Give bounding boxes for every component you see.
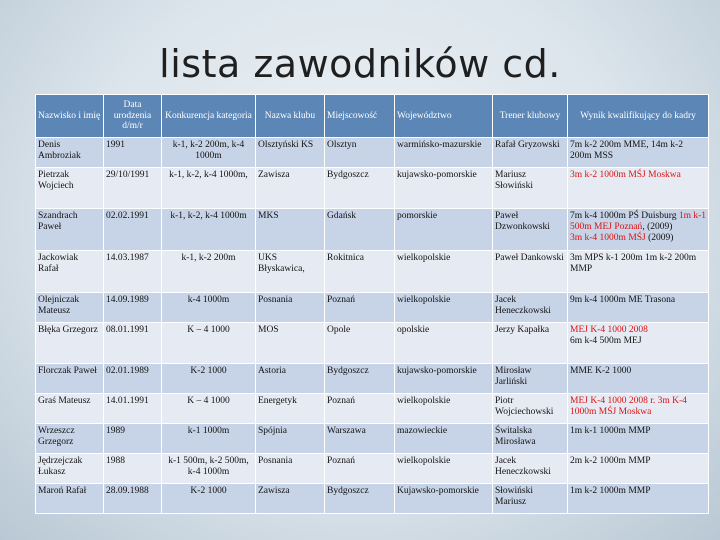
table-row bbox=[36, 293, 709, 323]
competition-cell: k-1, k-2 200m bbox=[162, 251, 256, 293]
birth-date-cell: 29/10/1991 bbox=[104, 168, 162, 209]
birth-date-cell: 14.03.1987 bbox=[104, 251, 162, 293]
coach-cell: Świtalska Mirosława bbox=[493, 424, 568, 454]
province-cell: wielkopolskie bbox=[395, 454, 493, 484]
highlighted-result-text: MEJ K-4 1000 2008 bbox=[570, 325, 648, 335]
club-cell: Posnania bbox=[256, 454, 325, 484]
highlighted-result-text: 3m k-2 1000m MŚJ Moskwa bbox=[570, 170, 681, 180]
athlete-name-cell: Jackowiak Rafał bbox=[36, 251, 104, 293]
table-row bbox=[36, 424, 709, 454]
competition-cell: k-1, k-2 200m, k-4 1000m bbox=[162, 138, 256, 168]
city-cell: Bydgoszcz bbox=[325, 484, 395, 514]
result-text: 7m k-2 200m MME, 14m k-2 200m MSS bbox=[570, 140, 683, 161]
result-cell bbox=[568, 168, 709, 209]
result-cell bbox=[568, 484, 709, 514]
table-row bbox=[36, 323, 709, 364]
result-text: 2m k-2 1000m MMP bbox=[570, 456, 651, 466]
coach-cell: Mariusz Słowiński bbox=[493, 168, 568, 209]
province-cell: kujawsko-pomorskie bbox=[395, 168, 493, 209]
city-cell: Poznań bbox=[325, 293, 395, 323]
competition-cell: k-1, k-2, k-4 1000m, bbox=[162, 168, 256, 209]
athlete-name-cell: Olejniczak Mateusz bbox=[36, 293, 104, 323]
province-cell: wielkopolskie bbox=[395, 394, 493, 424]
athletes-table bbox=[35, 94, 709, 514]
athlete-name-cell: Szandrach Paweł bbox=[36, 209, 104, 251]
table-row bbox=[36, 138, 709, 168]
result-cell bbox=[568, 454, 709, 484]
athlete-name-cell: Maroń Rafał bbox=[36, 484, 104, 514]
province-cell: wielkopolskie bbox=[395, 293, 493, 323]
province-cell: warmińsko-mazurskie bbox=[395, 138, 493, 168]
competition-cell: K-2 1000 bbox=[162, 364, 256, 394]
birth-date-cell: 1991 bbox=[104, 138, 162, 168]
birth-date-cell: 08.01.1991 bbox=[104, 323, 162, 364]
result-cell bbox=[568, 138, 709, 168]
slide-title: lista zawodników cd. bbox=[159, 42, 561, 86]
athlete-name-cell: Graś Mateusz bbox=[36, 394, 104, 424]
club-cell: Zawisza bbox=[256, 484, 325, 514]
coach-cell: Rafał Gryzowski bbox=[493, 138, 568, 168]
result-text: MME K-2 1000 bbox=[570, 366, 632, 376]
competition-cell: K – 4 1000 bbox=[162, 323, 256, 364]
athlete-name-cell: Wrzeszcz Grzegorz bbox=[36, 424, 104, 454]
result-cell bbox=[568, 293, 709, 323]
club-cell: MKS bbox=[256, 209, 325, 251]
club-cell: Energetyk bbox=[256, 394, 325, 424]
province-cell: opolskie bbox=[395, 323, 493, 364]
coach-cell: Słowiński Mariusz bbox=[493, 484, 568, 514]
table-row bbox=[36, 484, 709, 514]
coach-cell: Paweł Dzwonkowski bbox=[493, 209, 568, 251]
province-cell: mazowieckie bbox=[395, 424, 493, 454]
result-cell bbox=[568, 424, 709, 454]
table-row bbox=[36, 168, 709, 209]
coach-cell: Paweł Dankowski bbox=[493, 251, 568, 293]
club-cell: MOS bbox=[256, 323, 325, 364]
table-row bbox=[36, 251, 709, 293]
club-cell: UKS Błyskawica, bbox=[256, 251, 325, 293]
birth-date-cell: 14.01.1991 bbox=[104, 394, 162, 424]
header-club: Nazwa klubu bbox=[256, 95, 325, 138]
header-city: Miejscowość bbox=[325, 95, 395, 138]
athlete-name-cell: Denis Ambroziak bbox=[36, 138, 104, 168]
header-coach: Trener klubowy bbox=[493, 95, 568, 138]
result-cell bbox=[568, 251, 709, 293]
province-cell: pomorskie bbox=[395, 209, 493, 251]
birth-date-cell: 28.09.1988 bbox=[104, 484, 162, 514]
competition-cell: K – 4 1000 bbox=[162, 394, 256, 424]
result-cell bbox=[568, 323, 709, 364]
highlighted-result-text: 1m k-1 500m MEJ Poznań bbox=[570, 211, 707, 232]
result-text: , (2009) bbox=[642, 221, 673, 232]
city-cell: Opole bbox=[325, 323, 395, 364]
result-text: (2009) bbox=[645, 232, 674, 243]
header-competition: Konkurencja kategoria bbox=[162, 95, 256, 138]
table-row bbox=[36, 364, 709, 394]
result-text: 9m k-4 1000m ME Trasona bbox=[570, 295, 676, 305]
highlighted-result-text: 3m k-4 1000m MŚJ bbox=[570, 232, 646, 243]
city-cell: Warszawa bbox=[325, 424, 395, 454]
result-text: 1m k-2 1000m MMP bbox=[570, 486, 651, 496]
club-cell: Astoria bbox=[256, 364, 325, 394]
highlighted-result-text: MEJ K-4 1000 2008 r. 3m K-4 1000m MŚJ Moskwa bbox=[570, 396, 687, 417]
table-row bbox=[36, 454, 709, 484]
coach-cell: Jacek Heneczkowski bbox=[493, 293, 568, 323]
header-result: Wynik kwalifikujący do kadry bbox=[568, 95, 709, 138]
birth-date-cell: 02.01.1989 bbox=[104, 364, 162, 394]
city-cell: Bydgoszcz bbox=[325, 168, 395, 209]
competition-cell: k-1 500m, k-2 500m, k-4 1000m bbox=[162, 454, 256, 484]
competition-cell: k-1, k-2, k-4 1000m bbox=[162, 209, 256, 251]
city-cell: Poznań bbox=[325, 454, 395, 484]
competition-cell: k-1 1000m bbox=[162, 424, 256, 454]
result-cell bbox=[568, 364, 709, 394]
athlete-name-cell: Błęka Grzegorz bbox=[36, 323, 104, 364]
table-row bbox=[36, 394, 709, 424]
city-cell: Olsztyn bbox=[325, 138, 395, 168]
club-cell: Spójnia bbox=[256, 424, 325, 454]
province-cell: Kujawsko-pomorskie bbox=[395, 484, 493, 514]
athlete-name-cell: Jędrzejczak Łukasz bbox=[36, 454, 104, 484]
result-text: 7m k-4 1000m PŚ Duisburg bbox=[570, 211, 677, 221]
header-province: Województwo bbox=[395, 95, 493, 138]
result-text: 6m k-4 500m MEJ bbox=[570, 335, 642, 346]
result-text: 3m MPS k-1 200m 1m k-2 200m MMP bbox=[570, 253, 697, 274]
header-name: Nazwisko i imię bbox=[36, 95, 104, 138]
city-cell: Gdańsk bbox=[325, 209, 395, 251]
result-cell bbox=[568, 394, 709, 424]
result-cell bbox=[568, 209, 709, 251]
birth-date-cell: 02.02.1991 bbox=[104, 209, 162, 251]
competition-cell: K-2 1000 bbox=[162, 484, 256, 514]
club-cell: Olsztyński KS bbox=[256, 138, 325, 168]
coach-cell: Jerzy Kapałka bbox=[493, 323, 568, 364]
city-cell: Rokitnica bbox=[325, 251, 395, 293]
coach-cell: Jacek Heneczkowski bbox=[493, 454, 568, 484]
club-cell: Posnania bbox=[256, 293, 325, 323]
athlete-name-cell: Pietrzak Wojciech bbox=[36, 168, 104, 209]
competition-cell: k-4 1000m bbox=[162, 293, 256, 323]
table-header-row bbox=[36, 95, 709, 138]
header-birth: Data urodzenia d/m/r bbox=[104, 95, 162, 138]
birth-date-cell: 1988 bbox=[104, 454, 162, 484]
province-cell: wielkopolskie bbox=[395, 251, 493, 293]
table-row bbox=[36, 209, 709, 251]
birth-date-cell: 1989 bbox=[104, 424, 162, 454]
city-cell: Poznań bbox=[325, 394, 395, 424]
province-cell: kujawsko-pomorskie bbox=[395, 364, 493, 394]
birth-date-cell: 14.09.1989 bbox=[104, 293, 162, 323]
city-cell: Bydgoszcz bbox=[325, 364, 395, 394]
coach-cell: Mirosław Jarliński bbox=[493, 364, 568, 394]
club-cell: Zawisza bbox=[256, 168, 325, 209]
athlete-name-cell: Florczak Paweł bbox=[36, 364, 104, 394]
coach-cell: Piotr Wojciechowski bbox=[493, 394, 568, 424]
result-text: 1m k-1 1000m MMP bbox=[570, 426, 651, 436]
